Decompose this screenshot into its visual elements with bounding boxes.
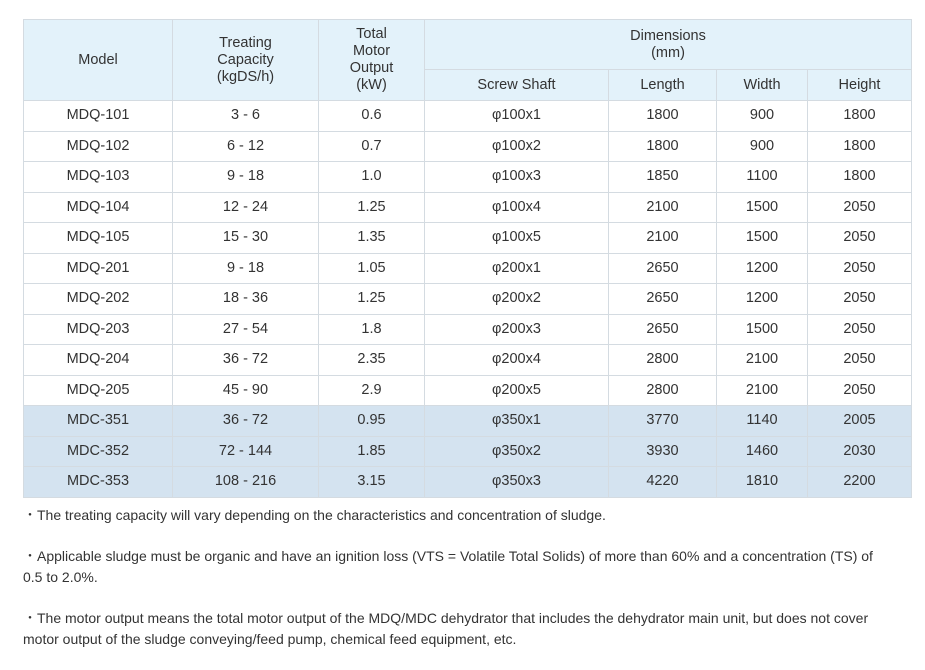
cell-capacity: 3 - 6	[173, 101, 319, 132]
cell-width: 1500	[717, 314, 808, 345]
cell-motor-output: 0.7	[319, 131, 425, 162]
cell-height: 1800	[808, 131, 912, 162]
header-dimensions: Dimensions (mm)	[425, 20, 912, 70]
cell-height: 1800	[808, 101, 912, 132]
cell-motor-output: 1.25	[319, 284, 425, 315]
cell-model: MDQ-202	[24, 284, 173, 315]
table-row	[24, 314, 912, 345]
table-row	[24, 101, 912, 132]
cell-model: MDQ-101	[24, 101, 173, 132]
cell-length: 3930	[609, 436, 717, 467]
cell-capacity: 15 - 30	[173, 223, 319, 254]
cell-motor-output: 1.05	[319, 253, 425, 284]
cell-length: 2650	[609, 284, 717, 315]
table-row	[24, 192, 912, 223]
cell-capacity: 108 - 216	[173, 467, 319, 498]
notes	[23, 505, 893, 670]
cell-screw-shaft: φ200x5	[425, 375, 609, 406]
table-row	[24, 131, 912, 162]
cell-length: 3770	[609, 406, 717, 437]
table-row	[24, 284, 912, 315]
table-row	[24, 162, 912, 193]
cell-capacity: 9 - 18	[173, 253, 319, 284]
cell-screw-shaft: φ350x1	[425, 406, 609, 437]
cell-length: 1800	[609, 131, 717, 162]
cell-height: 2050	[808, 284, 912, 315]
cell-model: MDQ-105	[24, 223, 173, 254]
cell-length: 4220	[609, 467, 717, 498]
cell-width: 2100	[717, 345, 808, 376]
spec-table	[23, 19, 912, 498]
cell-motor-output: 1.85	[319, 436, 425, 467]
cell-height: 1800	[808, 162, 912, 193]
cell-motor-output: 3.15	[319, 467, 425, 498]
cell-length: 2650	[609, 253, 717, 284]
cell-height: 2050	[808, 223, 912, 254]
cell-screw-shaft: φ100x3	[425, 162, 609, 193]
cell-screw-shaft: φ100x4	[425, 192, 609, 223]
table-row	[24, 406, 912, 437]
header-motor-output: Total Motor Output (kW)	[319, 20, 425, 101]
header-model: Model	[24, 20, 173, 101]
cell-screw-shaft: φ100x5	[425, 223, 609, 254]
cell-length: 2800	[609, 345, 717, 376]
cell-screw-shaft: φ100x2	[425, 131, 609, 162]
table-row	[24, 436, 912, 467]
cell-motor-output: 0.95	[319, 406, 425, 437]
cell-motor-output: 1.25	[319, 192, 425, 223]
cell-width: 1500	[717, 192, 808, 223]
cell-width: 1100	[717, 162, 808, 193]
cell-length: 1800	[609, 101, 717, 132]
note-capacity: ・The treating capacity will vary depending on the characteristics and concentration of sludge.	[23, 507, 606, 523]
cell-motor-output: 1.8	[319, 314, 425, 345]
cell-screw-shaft: φ200x4	[425, 345, 609, 376]
cell-width: 1810	[717, 467, 808, 498]
cell-width: 900	[717, 101, 808, 132]
cell-height: 2050	[808, 192, 912, 223]
cell-model: MDQ-103	[24, 162, 173, 193]
header-length: Length	[609, 70, 717, 101]
cell-motor-output: 1.35	[319, 223, 425, 254]
cell-model: MDQ-104	[24, 192, 173, 223]
header-height: Height	[808, 70, 912, 101]
cell-capacity: 6 - 12	[173, 131, 319, 162]
cell-width: 1200	[717, 284, 808, 315]
cell-motor-output: 1.0	[319, 162, 425, 193]
header-width: Width	[717, 70, 808, 101]
cell-screw-shaft: φ200x3	[425, 314, 609, 345]
cell-width: 900	[717, 131, 808, 162]
cell-screw-shaft: φ100x1	[425, 101, 609, 132]
table-row	[24, 467, 912, 498]
cell-capacity: 45 - 90	[173, 375, 319, 406]
cell-capacity: 18 - 36	[173, 284, 319, 315]
cell-model: MDQ-204	[24, 345, 173, 376]
cell-length: 2650	[609, 314, 717, 345]
cell-motor-output: 2.9	[319, 375, 425, 406]
cell-width: 1500	[717, 223, 808, 254]
cell-screw-shaft: φ200x2	[425, 284, 609, 315]
table-row	[24, 253, 912, 284]
cell-length: 2100	[609, 223, 717, 254]
cell-model: MDC-352	[24, 436, 173, 467]
cell-model: MDQ-102	[24, 131, 173, 162]
header-screw-shaft: Screw Shaft	[425, 70, 609, 101]
cell-height: 2005	[808, 406, 912, 437]
cell-height: 2030	[808, 436, 912, 467]
cell-width: 2100	[717, 375, 808, 406]
table-body	[24, 101, 912, 498]
cell-motor-output: 2.35	[319, 345, 425, 376]
cell-width: 1200	[717, 253, 808, 284]
cell-capacity: 36 - 72	[173, 345, 319, 376]
cell-height: 2050	[808, 345, 912, 376]
note-applicable-sludge: ・Applicable sludge must be organic and have an ignition loss (VTS = Volatile Total Solids) of more than 60% and a concentration (TS) of 0.5 to 2.0%.	[23, 548, 873, 585]
cell-screw-shaft: φ350x2	[425, 436, 609, 467]
cell-capacity: 36 - 72	[173, 406, 319, 437]
note-motor-output: ・The motor output means the total motor output of the MDQ/MDC dehydrator that includes the dehydrator main unit, but does not cover motor output of the sludge conveying/feed pump, chemical feed equipment, etc.	[23, 610, 869, 647]
cell-capacity: 27 - 54	[173, 314, 319, 345]
cell-width: 1460	[717, 436, 808, 467]
cell-model: MDQ-205	[24, 375, 173, 406]
cell-height: 2050	[808, 253, 912, 284]
cell-model: MDQ-203	[24, 314, 173, 345]
cell-model: MDC-351	[24, 406, 173, 437]
header-treating-capacity: Treating Capacity (kgDS/h)	[173, 20, 319, 101]
table-row	[24, 223, 912, 254]
cell-height: 2050	[808, 375, 912, 406]
table-header	[24, 20, 912, 101]
table-row	[24, 375, 912, 406]
cell-capacity: 12 - 24	[173, 192, 319, 223]
cell-length: 1850	[609, 162, 717, 193]
cell-model: MDC-353	[24, 467, 173, 498]
cell-capacity: 9 - 18	[173, 162, 319, 193]
cell-length: 2800	[609, 375, 717, 406]
cell-height: 2050	[808, 314, 912, 345]
cell-motor-output: 0.6	[319, 101, 425, 132]
cell-width: 1140	[717, 406, 808, 437]
cell-capacity: 72 - 144	[173, 436, 319, 467]
cell-length: 2100	[609, 192, 717, 223]
cell-height: 2200	[808, 467, 912, 498]
cell-screw-shaft: φ200x1	[425, 253, 609, 284]
table-row	[24, 345, 912, 376]
cell-model: MDQ-201	[24, 253, 173, 284]
cell-screw-shaft: φ350x3	[425, 467, 609, 498]
